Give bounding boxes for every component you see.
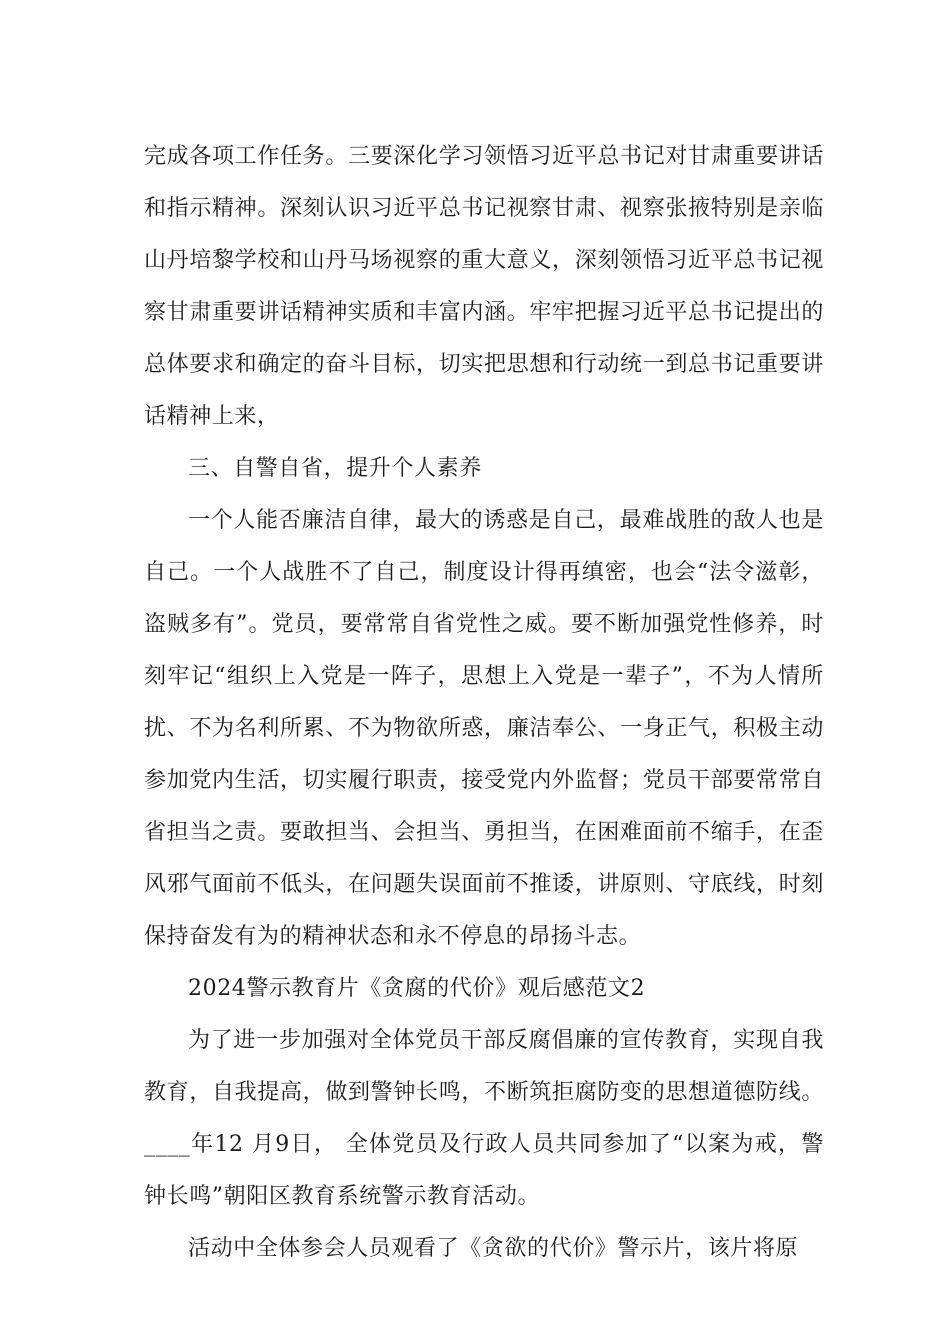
paragraph-intro: 为了进一步加强对全体党员干部反腐倡廉的宣传教育，实现自我教育，自我提高，做到警钟长鸣，不断筑拒腐防变的思想道德防线。____年12 月9日， 全体党员及行政人员共同参加了“以案为戒，警钟长鸣”朝阳区教育系统警示教育活动。 [144, 1028, 824, 1209]
paragraph-continuation: 完成各项工作任务。三要深化学习领悟习近平总书记对甘肃重要讲话和指示精神。深刻认识习近平总书记视察甘肃、视察张掖特别是亲临山丹培黎学校和山丹马场视察的重大意义，深刻领悟习近平总书记视察甘肃重要讲话精神实质和丰富内涵。牢牢把握习近平总书记提出的总体要求和确定的奋斗目标，切实把思想和行动统一到总书记重要讲话精神上来， [144, 144, 824, 429]
essay-title: 2024警示教育片《贪腐的代价》观后感范文2 [188, 976, 646, 1001]
document-body [144, 131, 824, 1275]
section-heading: 三、自警自省，提升个人素养 [188, 456, 482, 481]
paragraph-activity: 活动中全体参会人员观看了《贪欲的代价》警示片，该片将原 [188, 1236, 799, 1261]
paragraph-self-discipline: 一个人能否廉洁自律，最大的诱惑是自己，最难战胜的敌人也是自己。一个人战胜不了自己，制度设计得再缜密，也会“法令滋彰，盗贼多有”。党员，要常常自省党性之威。要不断加强党性修养，时刻牢记“组织上入党是一阵子，思想上入党是一辈子”，不为人情所扰、不为名利所累、不为物欲所惑，廉洁奉公、一身正气，积极主动参加党内生活，切实履行职责，接受党内外监督；党员干部要常常自省担当之责。要敢担当、会担当、勇担当，在困难面前不缩手，在歪风邪气面前不低头，在问题失误面前不推诿，讲原则、守底线，时刻保持奋发有为的精神状态和永不停息的昂扬斗志。 [144, 508, 824, 949]
